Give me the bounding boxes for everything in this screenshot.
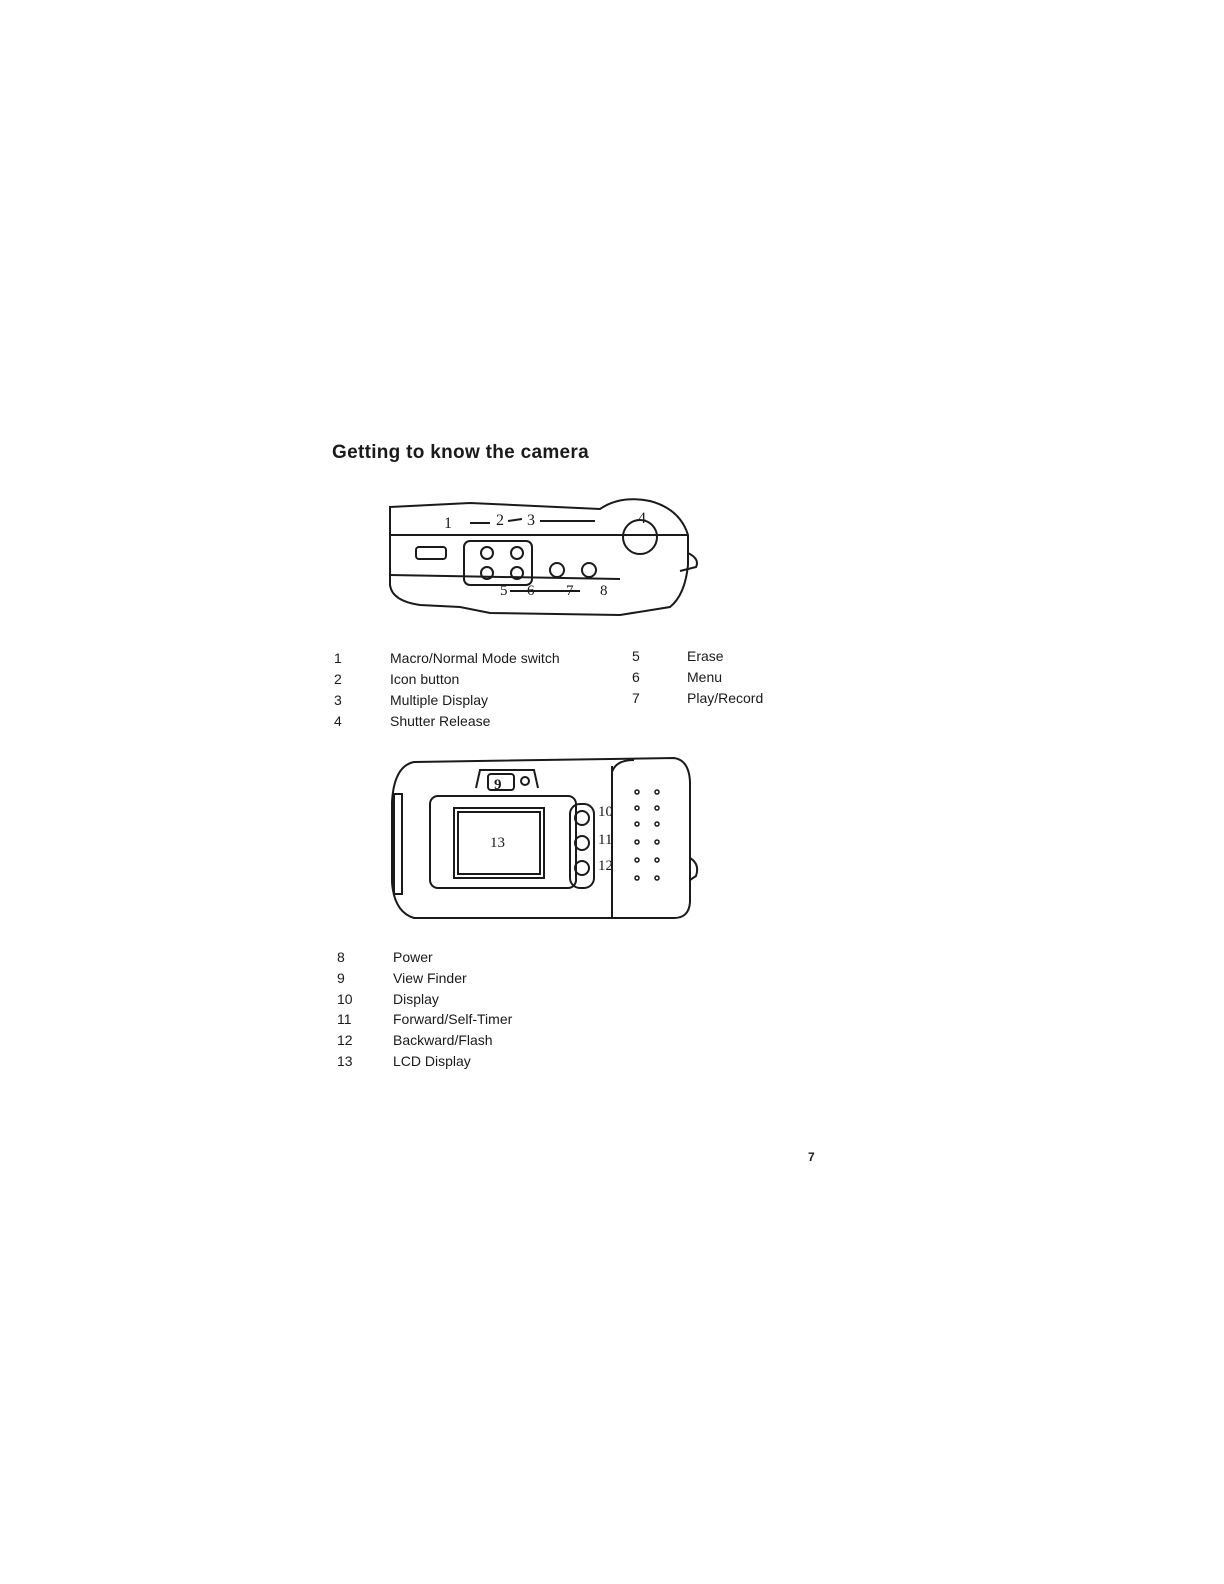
callout-6: 6: [527, 583, 535, 599]
callout-7: 7: [566, 583, 574, 599]
callout-4: 4: [638, 510, 646, 527]
legend-bottom: 8 Power 9 View Finder 10 Display 11 Forward/Self-Timer 12 Backward/Flash 13 LCD Display: [337, 949, 513, 1069]
page-title: Getting to know the camera: [332, 442, 589, 463]
camera-back-view-diagram: [384, 752, 714, 924]
callout-5: 5: [500, 583, 508, 599]
callout-3: 3: [527, 512, 535, 529]
callout-9: 9: [494, 777, 502, 793]
camera-top-view-diagram: [380, 495, 710, 625]
page-number: 7: [808, 1150, 815, 1164]
callout-12: 12: [598, 858, 613, 874]
callout-11: 11: [598, 832, 613, 848]
callout-8: 8: [600, 583, 608, 599]
callout-1: 1: [444, 515, 452, 532]
legend-top-left: 1 Macro/Normal Mode switch 2 Icon button 3 Multiple Display 4 Shutter Release: [334, 650, 560, 729]
callout-10: 10: [598, 804, 613, 820]
callout-13: 13: [490, 835, 505, 851]
callout-2: 2: [496, 512, 504, 529]
legend-top-right: 5 Erase 6 Menu 7 Play/Record: [632, 648, 764, 706]
